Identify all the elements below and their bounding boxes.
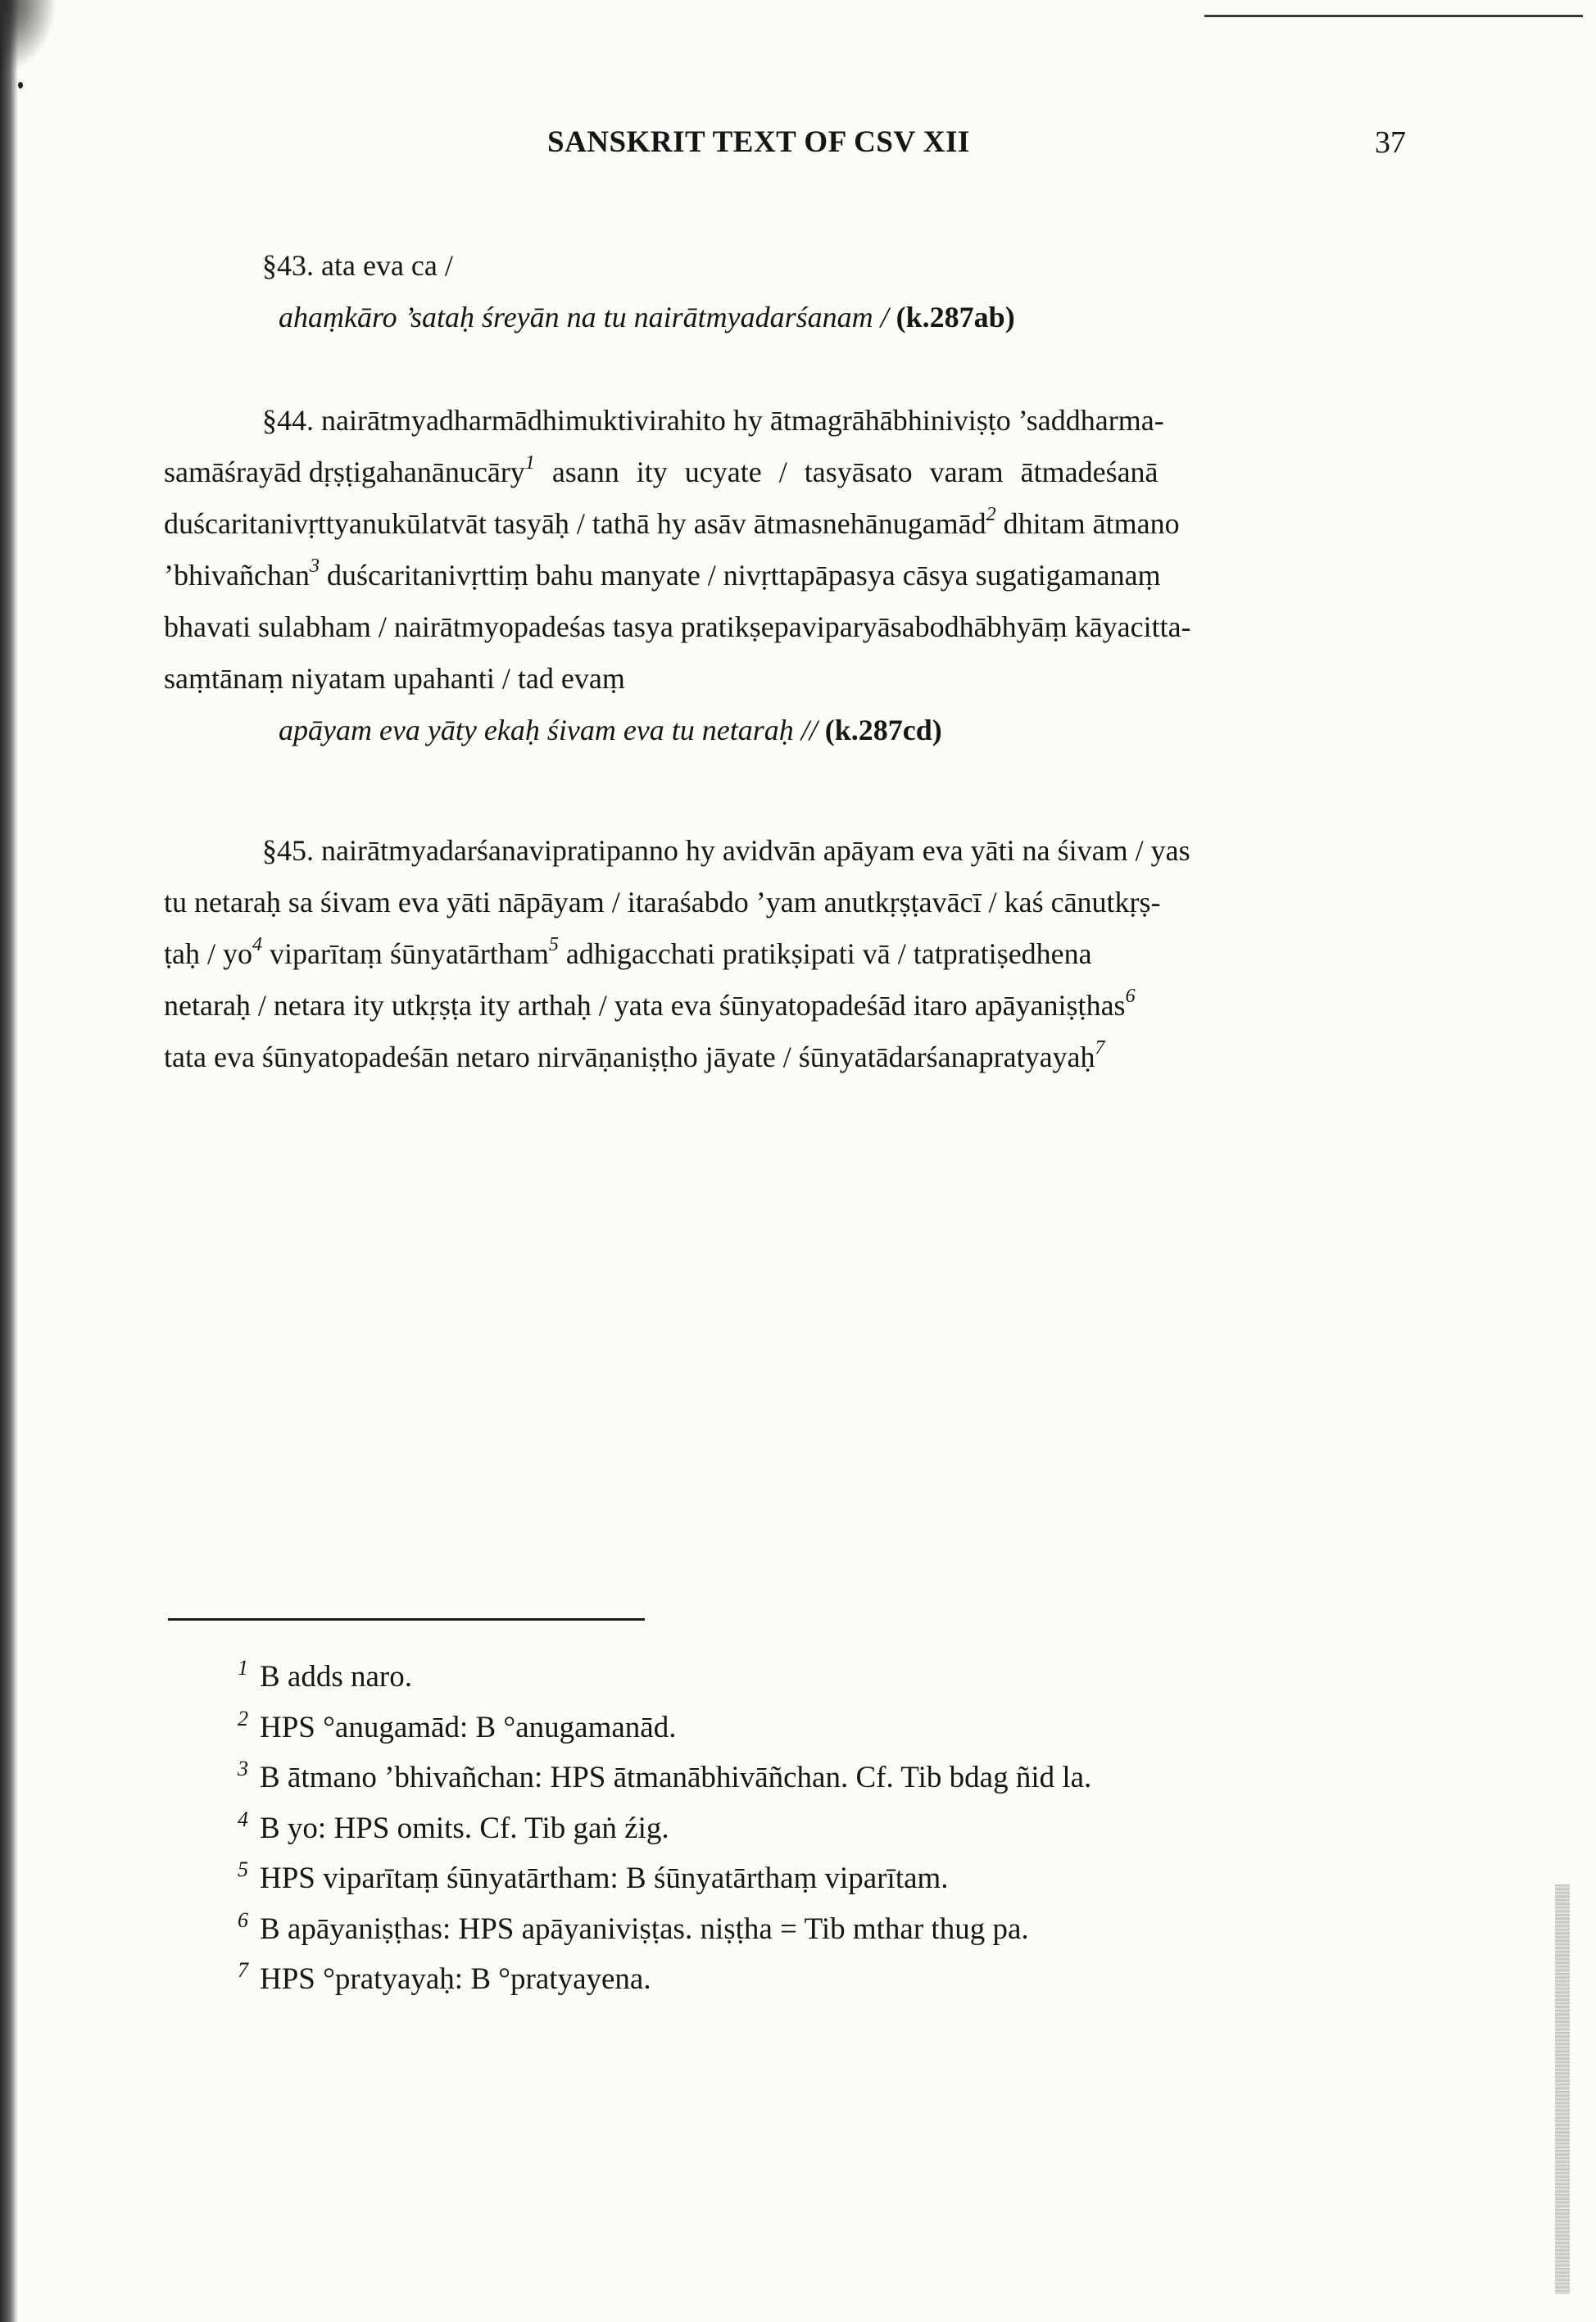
text-run: asann ity ucyate / tasyāsato varam ātmadeśanā xyxy=(534,456,1158,488)
footnote-marker-2: 2 xyxy=(986,504,996,525)
footnote-number: 5 xyxy=(238,1857,248,1881)
section-44-verse xyxy=(164,705,1417,756)
footnote-marker-5: 5 xyxy=(548,934,559,955)
footnote xyxy=(238,1754,1091,1805)
section-45-line-4 xyxy=(164,980,1417,1032)
footnote-rule xyxy=(168,1618,645,1621)
footnote-marker-4: 4 xyxy=(252,934,262,955)
section-45-line-2: tu netaraḥ sa śivam eva yāti nāpāyam / itaraśabdo ’yam anutkṛṣṭavācī / kaś cānutkṛṣ- xyxy=(164,886,1161,918)
footnote-text: HPS viparītaṃ śūnyatārtham: B śūnyatārthaṃ viparītam. xyxy=(260,1862,949,1895)
section-44 xyxy=(164,395,1417,756)
verse-text: ahaṃkāro ’sataḥ śreyān na tu nairātmyadarśanam / xyxy=(279,301,896,333)
text-run: ’bhivañchan xyxy=(164,559,310,592)
footnote-text: B apāyaniṣṭhas: HPS apāyaniviṣṭas. niṣṭha = Tib mthar thug pa. xyxy=(260,1912,1029,1946)
footnote-text: HPS °anugamād: B °anugamanād. xyxy=(260,1710,677,1744)
footnote xyxy=(238,1653,1091,1704)
section-45-line-1: §45. nairātmyadarśanavipratipanno hy avidvān apāyam eva yāti na śivam / yas xyxy=(262,834,1190,867)
footnote-number: 4 xyxy=(238,1807,248,1831)
running-head: SANSKRIT TEXT OF CSV XII xyxy=(547,125,970,159)
text-run: duścaritanivṛttiṃ bahu manyate / nivṛttapāpasya cāsya sugatigamanaṃ xyxy=(319,559,1161,592)
footnotes xyxy=(238,1653,1091,2007)
footnote xyxy=(238,1704,1091,1755)
section-43-verse xyxy=(164,292,1417,343)
scan-speck xyxy=(18,82,23,88)
scan-corner-shadow xyxy=(0,0,57,74)
section-43-line: §43. ata eva ca / xyxy=(262,249,453,282)
footnote-number: 1 xyxy=(238,1656,248,1680)
section-44-line-4 xyxy=(164,550,1417,601)
text-run: viparītaṃ śūnyatārtham xyxy=(261,937,549,970)
footnote-number: 2 xyxy=(238,1706,248,1730)
karika-ref: (k.287ab) xyxy=(895,301,1015,333)
footnote-number: 7 xyxy=(238,1958,248,1982)
footnote-marker-6: 6 xyxy=(1125,986,1136,1007)
section-44-line-5: bhavati sulabham / nairātmyopadeśas tasya pratikṣepaviparyāsabodhābhyāṃ kāyacitta- xyxy=(164,610,1191,643)
footnote-number: 6 xyxy=(238,1907,248,1932)
karika-ref: (k.287cd) xyxy=(824,714,942,746)
footnote-text: B yo: HPS omits. Cf. Tib gaṅ źig. xyxy=(260,1811,669,1845)
footnote xyxy=(238,1906,1091,1957)
text-run: netaraḥ / netara ity utkṛṣṭa ity arthaḥ / yata eva śūnyatopadeśād itaro apāyaniṣṭhas xyxy=(164,989,1126,1022)
footnote xyxy=(238,1805,1091,1856)
scan-left-edge-shadow xyxy=(0,0,18,2322)
section-45-line-5 xyxy=(164,1032,1417,1083)
section-44-line-1: §44. nairātmyadharmādhimuktivirahito hy ātmagrāhābhiniviṣṭo ’saddharma- xyxy=(262,404,1164,437)
scan-top-edge-line xyxy=(1204,15,1583,17)
section-45-line-3 xyxy=(164,928,1417,980)
footnote-text: B ātmano ’bhivañchan: HPS ātmanābhivāñchan. Cf. Tib bdag ñid la. xyxy=(260,1761,1092,1794)
text-run: duścaritanivṛttyanukūlatvāt tasyāḥ / tathā hy asāv ātmasnehānugamād xyxy=(164,507,986,540)
text-run: dhitam ātmano xyxy=(995,507,1180,540)
text-run: samāśrayād dṛṣṭigahanānucāry xyxy=(164,456,525,488)
footnote-marker-3: 3 xyxy=(309,556,320,577)
footnote-number: 3 xyxy=(238,1757,248,1780)
text-run: tata eva śūnyatopadeśān netaro nirvāṇaniṣṭho jāyate / śūnyatādarśanapratyayaḥ xyxy=(164,1041,1095,1073)
page-number: 37 xyxy=(1375,125,1406,160)
footnote xyxy=(238,1855,1091,1906)
footnote-marker-1: 1 xyxy=(524,452,535,474)
verse-text: apāyam eva yāty ekaḥ śivam eva tu netaraḥ // xyxy=(279,714,825,746)
section-44-line-3 xyxy=(164,498,1417,550)
text-run: ṭaḥ / yo xyxy=(164,937,252,970)
footnote-text: B adds naro. xyxy=(260,1660,412,1694)
footnote-text: HPS °pratyayaḥ: B °pratyayena. xyxy=(260,1962,651,1996)
section-44-line-2 xyxy=(164,447,1417,498)
footnote xyxy=(238,1956,1091,2007)
section-45 xyxy=(164,825,1417,1083)
section-44-line-6: saṃtānaṃ niyatam upahanti / tad evaṃ xyxy=(164,662,625,695)
text-run: adhigacchati pratikṣipati vā / tatpratiṣedhena xyxy=(558,937,1092,970)
footnote-marker-7: 7 xyxy=(1095,1037,1105,1059)
section-43 xyxy=(164,240,1417,343)
scan-right-edge-artifact xyxy=(1555,1884,1570,2294)
